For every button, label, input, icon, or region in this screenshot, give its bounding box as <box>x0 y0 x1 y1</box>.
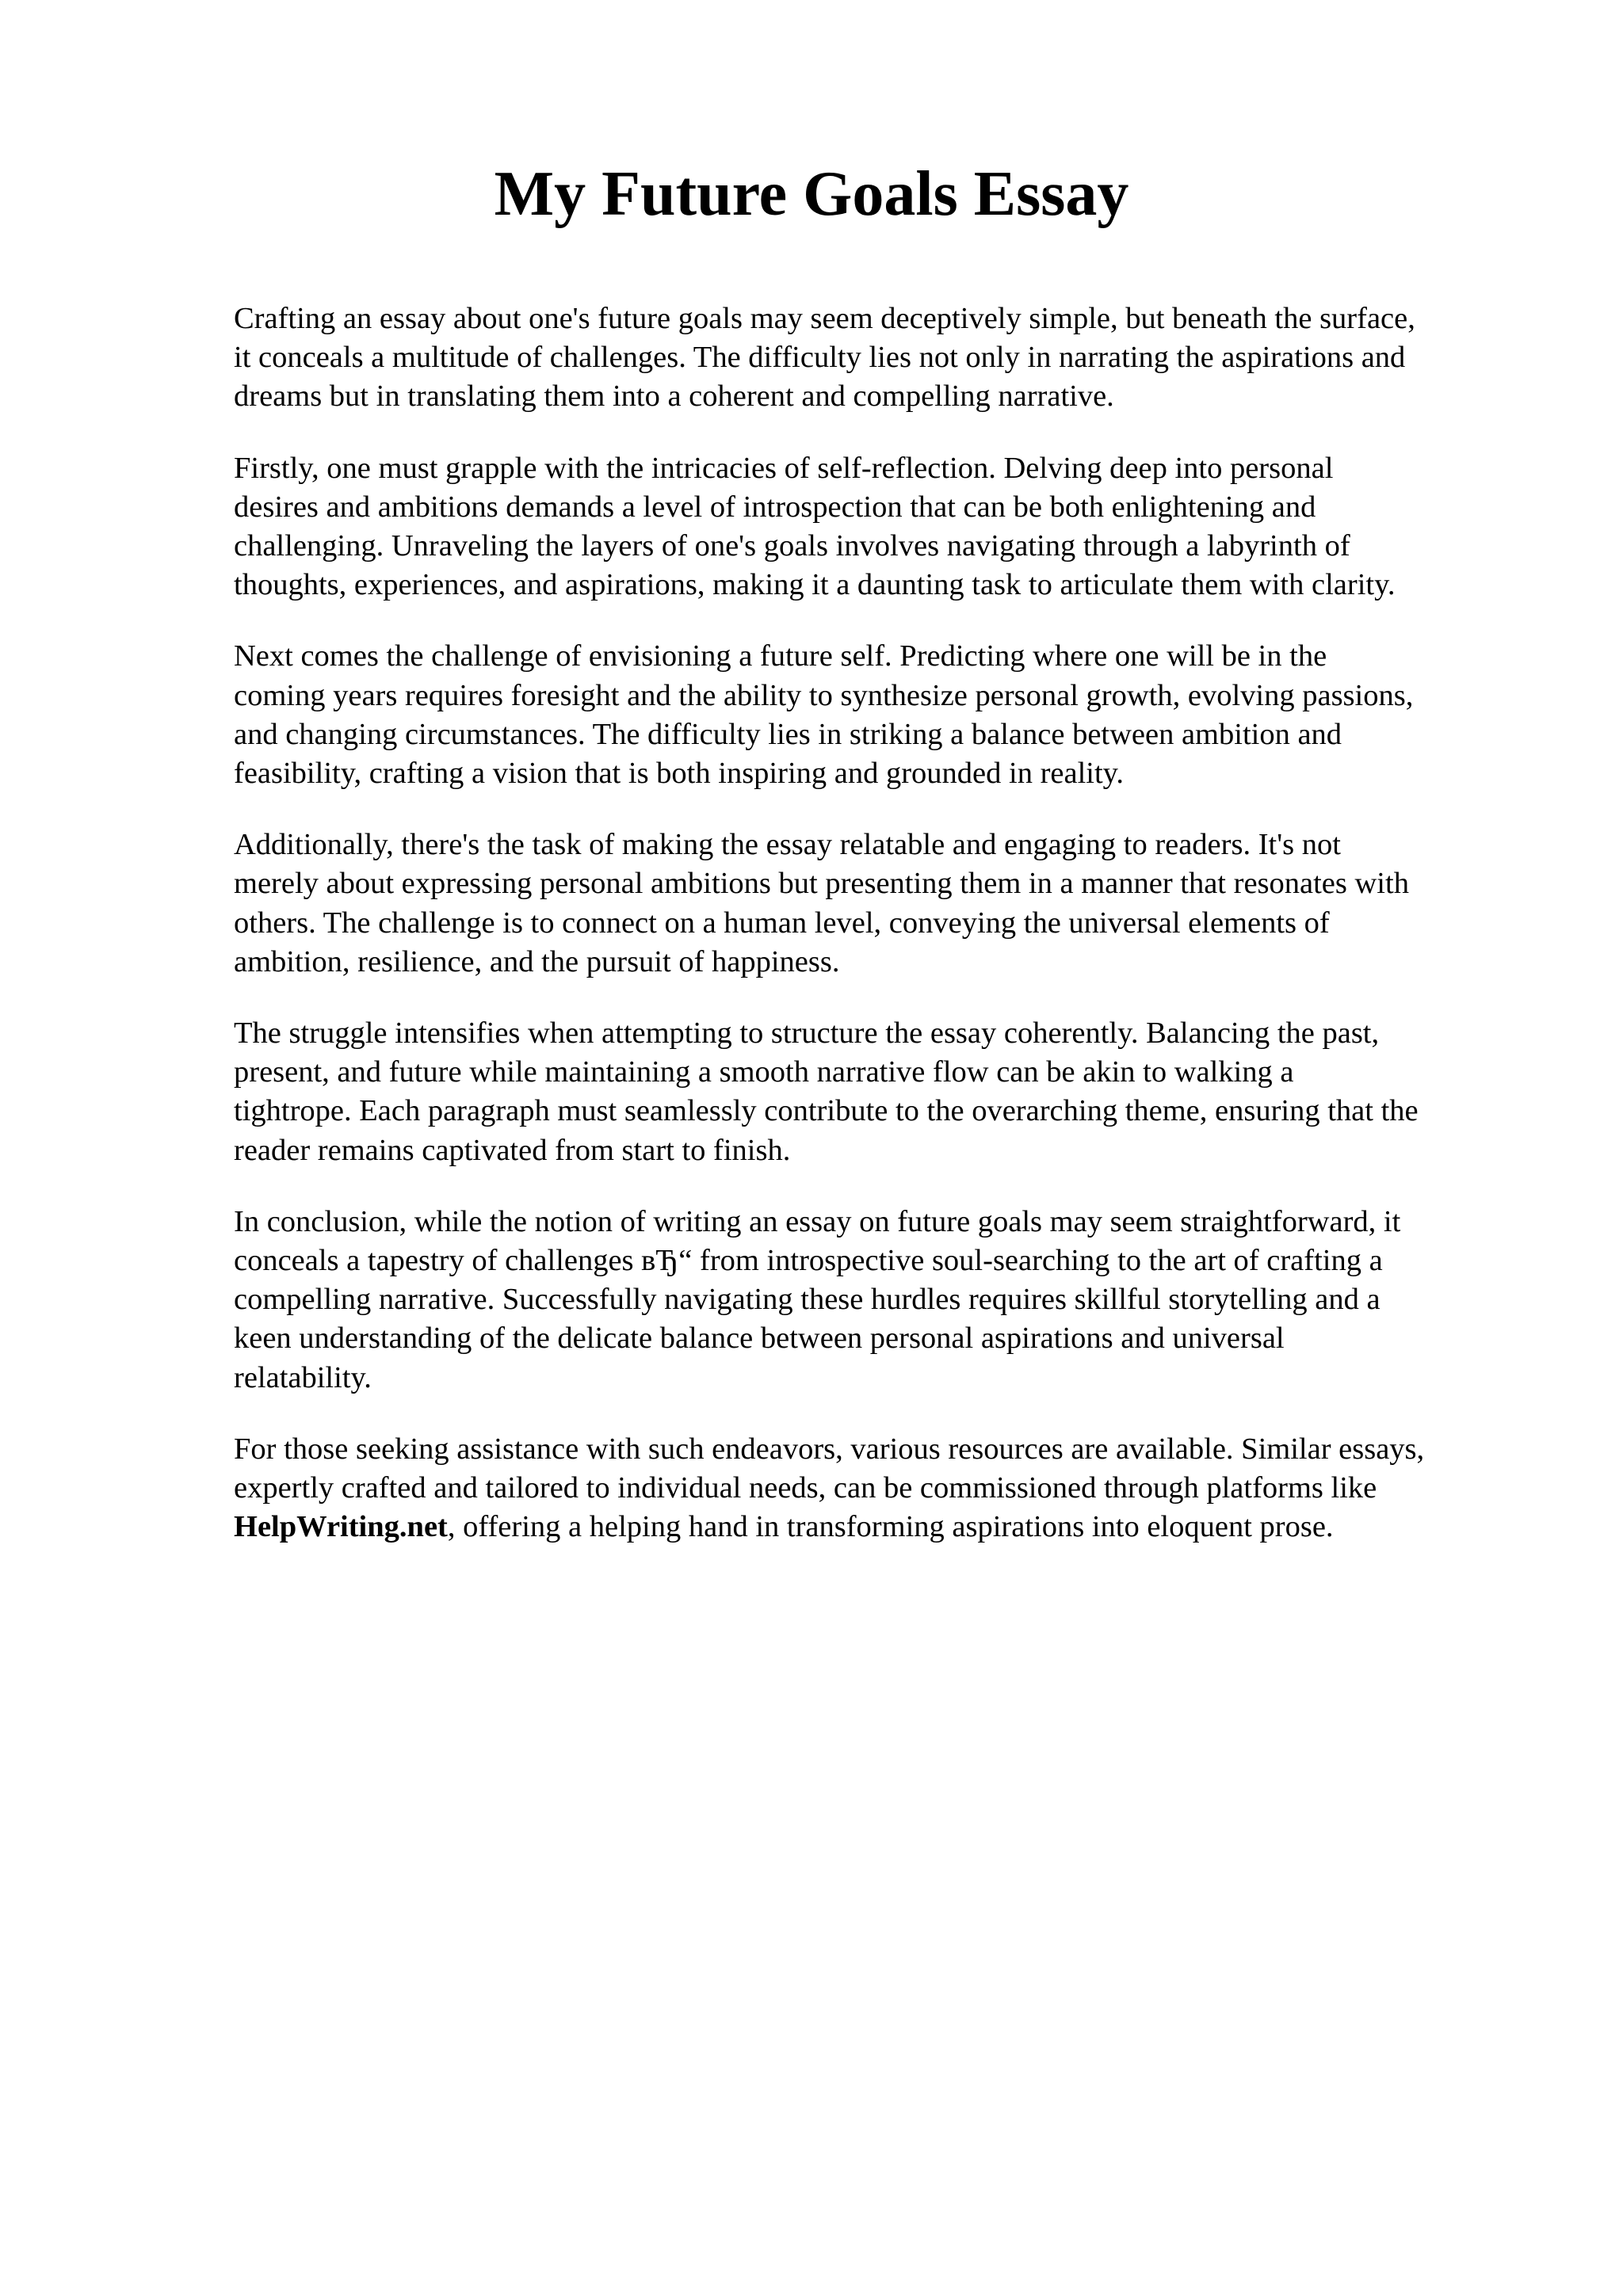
text-line: conceals a tapestry of challenges вЂ“ from introspective soul-searching to the art of crafting a <box>234 1244 1383 1278</box>
paragraph-future-self <box>234 637 1533 793</box>
paragraph-structure <box>234 1014 1533 1170</box>
document-title: My Future Goals Essay <box>494 159 1129 229</box>
text-line: relatability. <box>234 1360 372 1394</box>
text-line: others. The challenge is to connect on a human level, conveying the universal elements of <box>234 906 1330 940</box>
text-line: Firstly, one must grapple with the intricacies of self-reflection. Delving deep into personal <box>234 451 1334 485</box>
text-line: reader remains captivated from start to finish. <box>234 1133 791 1167</box>
text-line: The struggle intensifies when attempting to structure the essay coherently. Balancing the past, <box>234 1016 1380 1051</box>
brand-name: HelpWriting.net <box>234 1510 448 1544</box>
text-line: coming years requires foresight and the ability to synthesize personal growth, evolving passions, <box>234 678 1414 712</box>
text-line: compelling narrative. Successfully navigating these hurdles requires skillful storytelling and a <box>234 1283 1381 1317</box>
text-line: Crafting an essay about one's future goals may seem deceptively simple, but beneath the surface, <box>234 302 1415 335</box>
text-line: and changing circumstances. The difficulty lies in striking a balance between ambition and <box>234 717 1342 751</box>
text-line: Next comes the challenge of envisioning a future self. Predicting where one will be in the <box>234 639 1327 673</box>
paragraph-closing <box>234 1430 1533 1547</box>
text-line: challenging. Unraveling the layers of one's goals involves navigating through a labyrinth of <box>234 529 1350 563</box>
paragraph-relatable <box>234 826 1533 982</box>
paragraph-self-reflection <box>234 449 1533 605</box>
text-line: For those seeking assistance with such endeavors, various resources are available. Similar essays, <box>234 1432 1425 1466</box>
paragraph-intro <box>234 299 1533 417</box>
paragraph-conclusion <box>234 1203 1533 1398</box>
text-line: keen understanding of the delicate balance between personal aspirations and universal <box>234 1322 1285 1356</box>
text-line: expertly crafted and tailored to individual needs, can be commissioned through platforms like <box>234 1471 1377 1505</box>
text-line: ambition, resilience, and the pursuit of happiness. <box>234 944 840 978</box>
text-line-with-brand <box>234 1508 1533 1547</box>
text-line: present, and future while maintaining a smooth narrative flow can be akin to walking a <box>234 1055 1294 1089</box>
text-line: dreams but in translating them into a coherent and compelling narrative. <box>234 379 1114 414</box>
text-line: tightrope. Each paragraph must seamlessly contribute to the overarching theme, ensuring that the <box>234 1094 1419 1128</box>
text-line: merely about expressing personal ambitions but presenting them in a manner that resonates with <box>234 867 1409 901</box>
text-line: Additionally, there's the task of making the essay relatable and engaging to readers. It's not <box>234 828 1341 862</box>
text-line: it conceals a multitude of challenges. The difficulty lies not only in narrating the aspirations and <box>234 341 1406 375</box>
essay-body <box>234 299 1533 1579</box>
text-line: thoughts, experiences, and aspirations, making it a daunting task to articulate them with clarity. <box>234 568 1396 602</box>
text-line: desires and ambitions demands a level of introspection that can be both enlightening and <box>234 490 1316 524</box>
text-line: In conclusion, while the notion of writing an essay on future goals may seem straightforward, it <box>234 1204 1401 1238</box>
text-line: feasibility, crafting a vision that is both inspiring and grounded in reality. <box>234 757 1125 791</box>
closing-text: , offering a helping hand in transforming aspirations into eloquent prose. <box>447 1510 1334 1544</box>
